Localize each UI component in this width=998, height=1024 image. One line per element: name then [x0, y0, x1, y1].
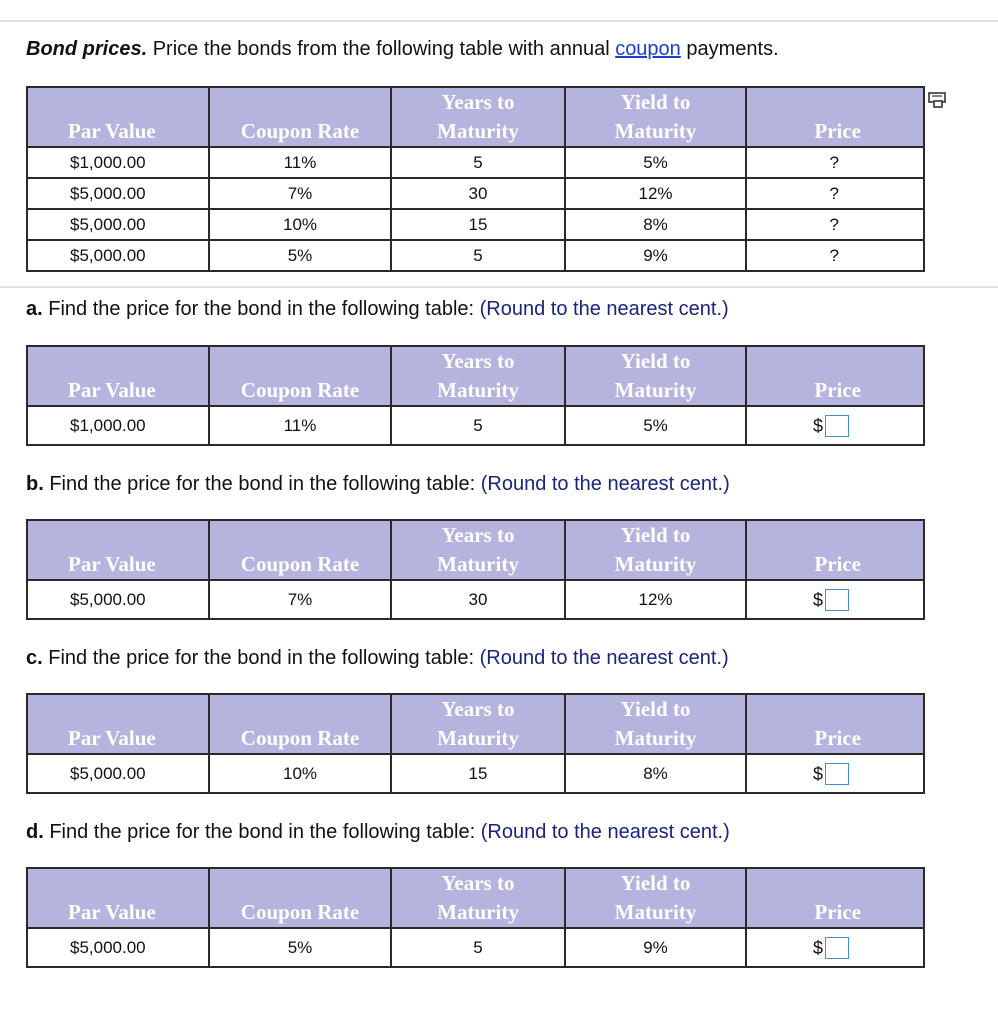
prompt-text: Find the price for the bond in the following table: [42, 298, 480, 320]
cell-yield: 9% [565, 928, 746, 967]
price-answer-input[interactable] [825, 415, 849, 437]
header-price: Price [746, 694, 924, 754]
cell-price [746, 580, 924, 619]
cell-price [746, 754, 924, 793]
header-par-value: Par Value [27, 346, 209, 406]
cell-years: 5 [391, 928, 565, 967]
price-answer-input[interactable] [825, 937, 849, 959]
header-years-to-maturity: Years to Maturity [391, 868, 565, 928]
copy-table-icon[interactable] [928, 92, 946, 108]
header-yield-to-maturity: Yield to Maturity [565, 520, 746, 580]
header-years-to-maturity: Years to Maturity [391, 87, 565, 147]
header-price: Price [746, 87, 924, 147]
cell-par: $5,000.00 [27, 928, 209, 967]
header-coupon-rate: Coupon Rate [209, 868, 391, 928]
header-par-value: Par Value [27, 868, 209, 928]
currency-symbol: $ [813, 415, 824, 436]
section-divider [0, 286, 998, 288]
part-letter: a. [26, 298, 43, 320]
cell-par: $5,000.00 [27, 240, 209, 271]
cell-par: $5,000.00 [27, 580, 209, 619]
header-years-to-maturity: Years to Maturity [391, 694, 565, 754]
top-divider [0, 20, 998, 22]
table-row [27, 178, 924, 209]
currency-symbol: $ [813, 763, 824, 784]
table-row [27, 928, 924, 967]
cell-coupon: 7% [209, 580, 391, 619]
cell-yield: 9% [565, 240, 746, 271]
table-row [27, 754, 924, 793]
cell-years: 5 [391, 406, 565, 445]
cell-par: $1,000.00 [27, 147, 209, 178]
prompt-text: Find the price for the bond in the following table: [42, 647, 480, 669]
cell-coupon: 10% [209, 754, 391, 793]
part-c-prompt [26, 647, 729, 670]
cell-par: $5,000.00 [27, 178, 209, 209]
rounding-hint: (Round to the nearest cent.) [480, 473, 730, 495]
table-header-row [27, 868, 924, 928]
part-letter: c. [26, 647, 43, 669]
part-b-prompt [26, 473, 730, 496]
cell-coupon: 5% [209, 240, 391, 271]
rounding-hint: (Round to the nearest cent.) [479, 298, 729, 320]
cell-years: 30 [391, 580, 565, 619]
cell-price: ? [746, 240, 924, 271]
cell-years: 30 [391, 178, 565, 209]
price-answer-input[interactable] [825, 589, 849, 611]
header-yield-to-maturity: Yield to Maturity [565, 346, 746, 406]
header-par-value: Par Value [27, 87, 209, 147]
cell-par: $5,000.00 [27, 209, 209, 240]
header-coupon-rate: Coupon Rate [209, 346, 391, 406]
part-a-table [26, 345, 925, 446]
header-par-value: Par Value [27, 520, 209, 580]
coupon-link[interactable]: coupon [615, 38, 681, 60]
cell-price [746, 406, 924, 445]
question-text-end: payments. [680, 38, 779, 60]
part-letter: b. [26, 473, 44, 495]
header-price: Price [746, 346, 924, 406]
cell-years: 5 [391, 240, 565, 271]
part-b-table [26, 519, 925, 620]
bond-data-table [26, 86, 925, 272]
header-par-value: Par Value [27, 694, 209, 754]
rounding-hint: (Round to the nearest cent.) [480, 821, 730, 843]
rounding-hint: (Round to the nearest cent.) [479, 647, 729, 669]
part-d-prompt [26, 821, 730, 844]
header-coupon-rate: Coupon Rate [209, 87, 391, 147]
part-letter: d. [26, 821, 44, 843]
question-title: Bond prices. [26, 38, 148, 60]
table-row [27, 406, 924, 445]
cell-coupon: 10% [209, 209, 391, 240]
part-d-table [26, 867, 925, 968]
question-heading [26, 38, 779, 61]
table-header-row [27, 346, 924, 406]
table-header-row [27, 520, 924, 580]
table-row [27, 580, 924, 619]
cell-yield: 5% [565, 406, 746, 445]
part-a-prompt [26, 298, 729, 321]
question-text: Price the bonds from the following table with annual [147, 38, 616, 60]
cell-yield: 5% [565, 147, 746, 178]
cell-years: 15 [391, 754, 565, 793]
header-years-to-maturity: Years to Maturity [391, 346, 565, 406]
cell-coupon: 7% [209, 178, 391, 209]
header-yield-to-maturity: Yield to Maturity [565, 868, 746, 928]
header-coupon-rate: Coupon Rate [209, 694, 391, 754]
cell-coupon: 11% [209, 406, 391, 445]
cell-par: $5,000.00 [27, 754, 209, 793]
cell-yield: 12% [565, 580, 746, 619]
part-c-table [26, 693, 925, 794]
prompt-text: Find the price for the bond in the following table: [43, 821, 481, 843]
cell-coupon: 5% [209, 928, 391, 967]
table-header-row [27, 87, 924, 147]
prompt-text: Find the price for the bond in the following table: [43, 473, 481, 495]
cell-price: ? [746, 147, 924, 178]
cell-price: ? [746, 178, 924, 209]
cell-price [746, 928, 924, 967]
header-years-to-maturity: Years to Maturity [391, 520, 565, 580]
header-yield-to-maturity: Yield to Maturity [565, 87, 746, 147]
table-row [27, 240, 924, 271]
cell-price: ? [746, 209, 924, 240]
header-price: Price [746, 520, 924, 580]
cell-years: 5 [391, 147, 565, 178]
price-answer-input[interactable] [825, 763, 849, 785]
header-price: Price [746, 868, 924, 928]
header-coupon-rate: Coupon Rate [209, 520, 391, 580]
cell-par: $1,000.00 [27, 406, 209, 445]
cell-yield: 12% [565, 178, 746, 209]
cell-years: 15 [391, 209, 565, 240]
table-row [27, 209, 924, 240]
currency-symbol: $ [813, 937, 824, 958]
header-yield-to-maturity: Yield to Maturity [565, 694, 746, 754]
table-header-row [27, 694, 924, 754]
currency-symbol: $ [813, 589, 824, 610]
table-row [27, 147, 924, 178]
cell-yield: 8% [565, 754, 746, 793]
cell-yield: 8% [565, 209, 746, 240]
cell-coupon: 11% [209, 147, 391, 178]
